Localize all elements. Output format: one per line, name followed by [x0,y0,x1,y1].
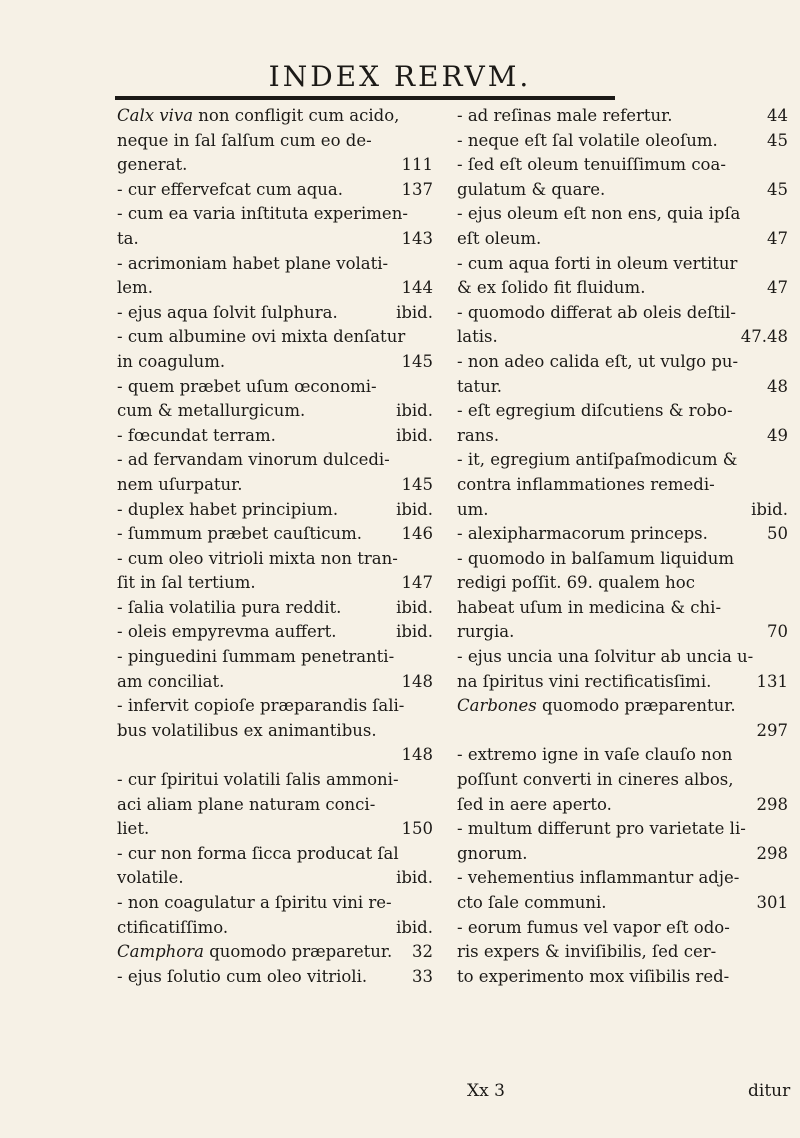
index-text: poſſunt converti in cineres albos, [457,770,734,790]
index-line [117,817,433,842]
index-line [457,670,788,695]
index-line [457,276,788,301]
index-text: - ejus aqua ſolvit ſulphura. [117,302,338,322]
index-text: tatur. [457,376,503,396]
index-text: gulatum & quare. [457,179,606,199]
page-header: INDEX RERVM. [268,60,532,93]
index-line [457,153,788,178]
index-text: quomodo præparetur. [203,942,393,962]
page-reference: ibid. [396,597,433,617]
index-line [117,448,433,473]
index-line [117,129,433,154]
index-text: - neque eſt ſal volatile oleoſum. [457,130,718,150]
index-line [457,252,788,277]
index-line [457,694,788,719]
page-reference: 70 [767,622,788,642]
index-text: - ejus ſolutio cum oleo vitrioli. [117,966,368,986]
page-reference: 44 [767,106,788,125]
page-reference: 147 [401,573,433,593]
index-line [117,153,433,178]
index-line [117,743,433,768]
index-line [457,719,788,744]
index-line [457,571,788,596]
page-reference: 145 [401,351,433,371]
index-line [117,645,433,670]
page-reference: 150 [401,819,433,839]
index-line [117,694,433,719]
index-text: ta. [117,228,139,248]
index-text: redigi poſſit. 69. qualem hoc [457,573,695,593]
right-column [457,104,788,989]
index-text: ctificatiſſimo. [117,917,229,937]
index-text: - pinguedini ſummam penetranti- [117,647,395,667]
index-text: - cur effervefcat cum aqua. [117,179,343,199]
index-text: - vehementius inflammantur adje- [457,868,740,888]
index-line [457,498,788,523]
index-line [457,866,788,891]
index-text: lem. [117,278,153,298]
index-text: - eſt egregium diſcutiens & robo- [457,401,733,421]
index-line [117,350,433,375]
page-reference: 32 [412,942,433,962]
index-text: latis. [457,327,498,347]
index-text: to experimento mox viſibilis red- [457,966,730,986]
page-reference: 148 [401,745,433,765]
index-keyword: Carbones [457,696,537,716]
index-text: - oleis empyrevma auffert. [117,622,337,642]
index-line [117,842,433,867]
index-keyword: Camphora [117,942,204,962]
index-line [457,916,788,941]
index-line [117,866,433,891]
index-line [457,842,788,867]
index-text: nem uſurpatur. [117,474,243,494]
index-text: - cum ea varia inſtituta experimen- [117,204,408,224]
index-line [457,793,788,818]
index-text [117,745,122,764]
index-line [117,498,433,523]
index-text: - acrimoniam habet plane volati- [117,253,389,273]
index-text: - cum aqua forti in oleum vertitur [457,253,738,273]
index-line [457,522,788,547]
index-line [117,719,433,744]
index-line [457,743,788,768]
index-text: non confligit cum acido, [193,106,400,125]
index-line [117,202,433,227]
index-text: - ſalia volatilia pura reddit. [117,597,342,617]
index-text: ſed in aere aperto. [457,794,612,814]
index-text [457,721,462,740]
index-line [117,596,433,621]
index-text: quomodo præparentur. [536,696,736,716]
index-line [457,301,788,326]
index-line [117,301,433,326]
index-text: - cum albumine ovi mixta denſatur [117,327,406,347]
signature-mark: Xx 3 [467,1081,505,1101]
page-reference: ibid. [396,622,433,642]
page-reference: ibid. [396,401,433,421]
index-text: - ſummum præbet cauſticum. [117,524,363,544]
page-reference: 47 [767,278,788,298]
index-line [117,375,433,400]
index-text: - fœcundat terram. [117,425,276,445]
index-line [457,448,788,473]
page-reference: 49 [767,425,788,445]
index-line [457,178,788,203]
index-text: - quomodo in balſamum liquidum [457,548,735,568]
page-reference: ibid. [396,917,433,937]
index-text: - non adeo calida eſt, ut vulgo pu- [457,351,739,371]
index-line [457,104,788,129]
index-text: cum & metallurgicum. [117,401,306,421]
index-line [457,129,788,154]
index-text: am conciliat. [117,671,225,691]
page-reference: 50 [767,524,788,544]
index-text: volatile. [117,868,184,888]
index-text: - ejus oleum eſt non ens, quia ipſa [457,204,741,224]
index-text: ris expers & inviſibilis, ſed cer- [457,942,717,962]
index-text: um. [457,499,489,519]
index-text: - cur non forma ſicca producat ſal [117,843,399,863]
index-text: rurgia. [457,622,515,642]
index-text: - multum differunt pro varietate li- [457,819,746,839]
index-line [117,670,433,695]
index-line [117,522,433,547]
page-reference: ibid. [751,499,788,519]
index-line [457,473,788,498]
index-text: generat. [117,155,188,175]
page-reference: 47.48 [740,327,788,347]
index-text: liet. [117,819,150,839]
index-line [457,375,788,400]
index-line [457,645,788,670]
index-line [457,547,788,572]
index-line [117,399,433,424]
index-text: ſit in ſal tertium. [117,573,256,593]
index-text: contra inflammationes remedi- [457,474,715,494]
index-text: - cur ſpiritui volatili ſalis ammoni- [117,770,399,790]
page-reference: ibid. [396,425,433,445]
index-line [457,620,788,645]
index-line [117,104,433,129]
page-reference: 297 [756,720,788,740]
header-rule [115,96,615,100]
index-text: gnorum. [457,843,528,863]
page-reference: 33 [412,966,433,986]
index-line [457,350,788,375]
index-text: - quem præbet uſum œconomi- [117,376,377,396]
index-text: - duplex habet principium. [117,499,339,519]
index-line [117,571,433,596]
index-text: na ſpiritus vini rectificatisſimi. [457,671,712,691]
index-line [457,596,788,621]
page-reference: 144 [401,278,433,298]
index-text: aci aliam plane naturam conci- [117,794,376,814]
index-text: - ejus uncia una ſolvitur ab uncia u- [457,647,754,667]
index-line [117,473,433,498]
index-text: cto ſale communi. [457,893,607,912]
page-reference: 143 [401,228,433,248]
index-line [117,768,433,793]
index-keyword: Calx viva [117,106,194,125]
page-reference: 301 [756,893,788,912]
index-line [117,252,433,277]
index-text: rans. [457,425,500,445]
index-text: habeat uſum in medicina & chi- [457,597,722,617]
index-line [457,227,788,252]
page-reference: 45 [767,179,788,199]
page-reference: 298 [756,794,788,814]
index-line [117,620,433,645]
index-line [457,817,788,842]
index-text: bus volatilibus ex animantibus. [117,720,377,740]
page-reference: ibid. [396,302,433,322]
page-reference: 146 [401,524,433,544]
index-text: - quomodo differat ab oleis deſtil- [457,302,736,322]
page-reference: 145 [401,474,433,494]
index-text: - cum oleo vitrioli mixta non tran- [117,548,398,568]
index-line [117,916,433,941]
index-line [117,940,433,965]
index-line [117,325,433,350]
index-text: - alexipharmacorum princeps. [457,524,708,544]
index-line [457,325,788,350]
index-line [117,891,433,916]
page-reference: 148 [401,671,433,691]
left-column [117,104,433,989]
index-text: - ſed eſt oleum tenuiſſimum coa- [457,155,726,175]
index-line [457,768,788,793]
page-reference: ibid. [396,499,433,519]
index-line [457,940,788,965]
index-line [117,178,433,203]
index-text: - it, egregium antiſpaſmodicum & [457,450,738,470]
index-line [457,202,788,227]
index-line [457,399,788,424]
index-text: eſt oleum. [457,228,542,248]
index-text: - ad fervandam vinorum dulcedi- [117,450,390,470]
index-line [117,793,433,818]
page-reference: 47 [767,228,788,248]
page-reference: 298 [756,843,788,863]
page-reference: 45 [767,130,788,150]
index-text: - extremo igne in vaſe clauſo non [457,745,733,765]
index-line [457,424,788,449]
index-text: - eorum fumus vel vapor eſt odo- [457,917,730,937]
page-reference: 131 [756,671,788,691]
index-text: neque in ſal ſalſum cum eo de- [117,130,372,150]
index-line [117,424,433,449]
index-text: - infervit copioſe præparandis ſali- [117,696,405,716]
index-line [117,276,433,301]
page-reference: 111 [401,155,433,175]
page-reference: ibid. [396,868,433,888]
index-line [117,965,433,990]
index-text: & ex ſolido fit fluidum. [457,278,646,298]
index-line [457,965,788,990]
index-line [457,891,788,916]
catchword: ditur [748,1081,791,1101]
page-reference: 48 [767,376,788,396]
page-reference: 137 [401,179,433,199]
index-line [117,547,433,572]
index-text: - ad reſinas male refertur. [457,106,673,125]
index-line [117,227,433,252]
index-text: - non coagulatur a ſpiritu vini re- [117,893,392,912]
index-text: in coagulum. [117,351,226,371]
